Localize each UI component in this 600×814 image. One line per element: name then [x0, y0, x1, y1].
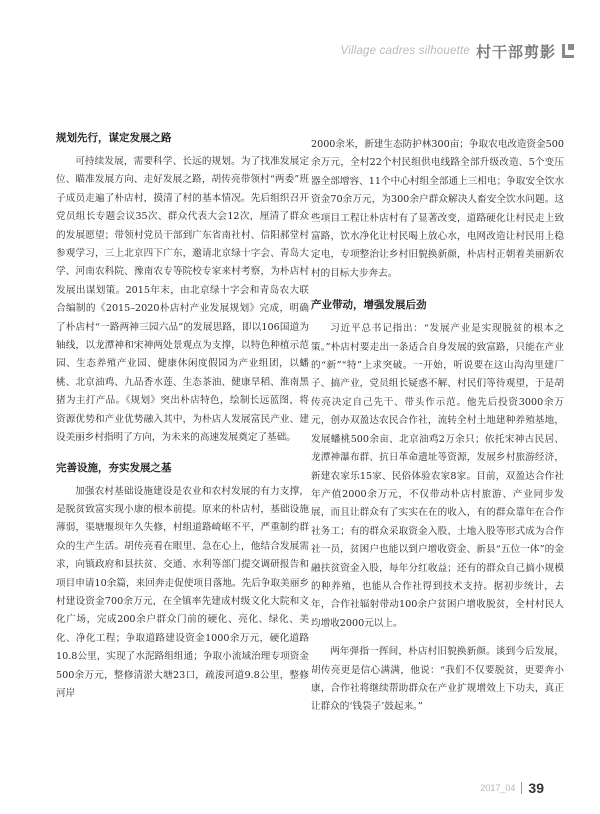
left-column [56, 130, 309, 713]
paragraph-planning: 可持续发展，需要科学、长远的规划。为了找准发展定位、瞄准发展方向、走好发展之路，胡传亮带领村“两委”班子成员走遍了朴店村，摸清了村的基本情况。先后组织召开党员组长专题会议35次、群众代表大会12次，厘清了群众的发展愿望；带领村党员干部到广东省南社村、信阳郝堂村参观学习，三上北京四下广东，邀请北京绿十字会、青岛大学、河南农科院、豫南农专等院校专家来村考察，为朴店村发展出谋划策。2015年末，由北京绿十字会和青岛农大联合编制的《2015–2020朴店村产业发展规划》完成，明确了朴店村“一路两神三园六品”的发展思路，即以106国道为轴线，以龙潭神和宋神两处景观点为支撑，以特色种植示范园、生态养殖产业园、健康休闲度假园为产业组团，以蟠桃、北京油鸡、九品香水莲、生态茶油、健康旱稻、淮南黑猪为主打产品。《规划》突出朴店特色，绘制长远蓝图，将资源优势和产业优势融入其中，为朴店人发展富民产业、建设美丽乡村指明了方向，为未来的高速发展奠定了基础。 [56, 156, 309, 444]
footer-divider [521, 782, 522, 794]
page-number: 39 [528, 780, 544, 796]
issue-number: 2017_04 [480, 783, 516, 793]
right-column [311, 136, 564, 727]
paragraph-conclusion: 两年弹指一挥间，朴店村旧貌换新颜。谈到今后发展，胡传亮更是信心满满，他说：“我们不仅要脱贫，更要奔小康，合作社将继续帮助群众在产业扩规增效上下功夫，真正让群众的‘钱袋子’鼓起来。” [311, 646, 564, 713]
section-heading-infrastructure: 完善设施，夯实发展之基 [56, 461, 172, 474]
section-heading-industry: 产业带动，增强发展后劲 [311, 299, 427, 312]
header-english: Village cadres silhouette [340, 45, 470, 57]
paragraph-industry: 习近平总书记指出：“发展产业是实现脱贫的根本之策。”朴店村要走出一条适合自身发展的致富路，只能在产业的“新”“特”上求突破。一开始，听说要在这山沟沟里建厂子、搞产业，党员组长疑惑不解、村民们等待观望，于是胡传亮决定自己先干、带头作示范。他先后投资3000余万元，创办双盈达农民合作社，流转全村土地建种养殖基地，发展蟠桃500余亩、北京油鸡2万余只；依托宋神古民居、龙潭神瀑布群、抗日革命遗址等资源，发展乡村旅游经济，新建农家乐15家、民俗体验农家8家。目前，双盈达合作社年产值2000余万元，不仅带动朴店村旅游、产业同步发展，而且让群众有了实实在在的收入，有的群众靠年在合作社务工；有的群众采取资金入股、土地入股等形式成为合作社一员，贫困户也能以到户增收资金、新县“五位一体”的金融扶贫资金入股，每年分红收益；还有的群众自己搞小规模的种养殖，也能从合作社得到技术支持。据初步统计，去年，合作社辐射带动100余户贫困户增收脱贫，全村村民人均增收2000元以上。 [311, 323, 564, 629]
header-chinese: 村干部剪影 [475, 42, 556, 61]
paragraph-infrastructure: 加强农村基础设施建设是农业和农村发展的有力支撑，是脱贫致富实现小康的根本前提。原来的朴店村，基础设施薄弱，渠塘堰坝年久失修，村组道路崎岖不平，严重制约群众的生产生活。胡传亮看在眼里、急在心上，他结合发展需求，向镇政府和县扶贫、交通、水利等部门提交调研报告和项目申请10余篇，来回奔走促使项目落地。先后争取美丽乡村建设资金700余万元，在全镇率先建成村级文化大院和文化广场，完成200余户群众门前的硬化、亮化、绿化、美化、净化工程；争取道路建设资金1000余万元，硬化道路10.8公里，实现了水泥路组组通；争取小流域治理专项资金500余万元，整修清淤大塘23口，疏浚河道9.8公里，整修河岸 [56, 485, 309, 699]
section-heading-planning: 规划先行，谋定发展之路 [56, 132, 172, 144]
paragraph-infrastructure-continued: 2000余米，新建生态防护林300亩；争取农电改造资金500余万元，全村22个村民组供电线路全部升级改造、5个变压器全部增容、11个中心村组全部通上三相电；争取安全饮水资金70余万元，为300余户群众解决人畜安全饮水问题。这些项目工程让朴店村有了显著改变，道路硬化让村民走上致富路，饮水净化让村民喝上放心水，电网改造让村民用上稳定电，专项整治让乡村旧貌换新颜，朴店村正朝着美丽新农村的目标大步奔去。 [311, 139, 564, 279]
header-bracket-icon [562, 44, 574, 58]
page-header [341, 41, 574, 61]
page-footer [480, 780, 544, 796]
